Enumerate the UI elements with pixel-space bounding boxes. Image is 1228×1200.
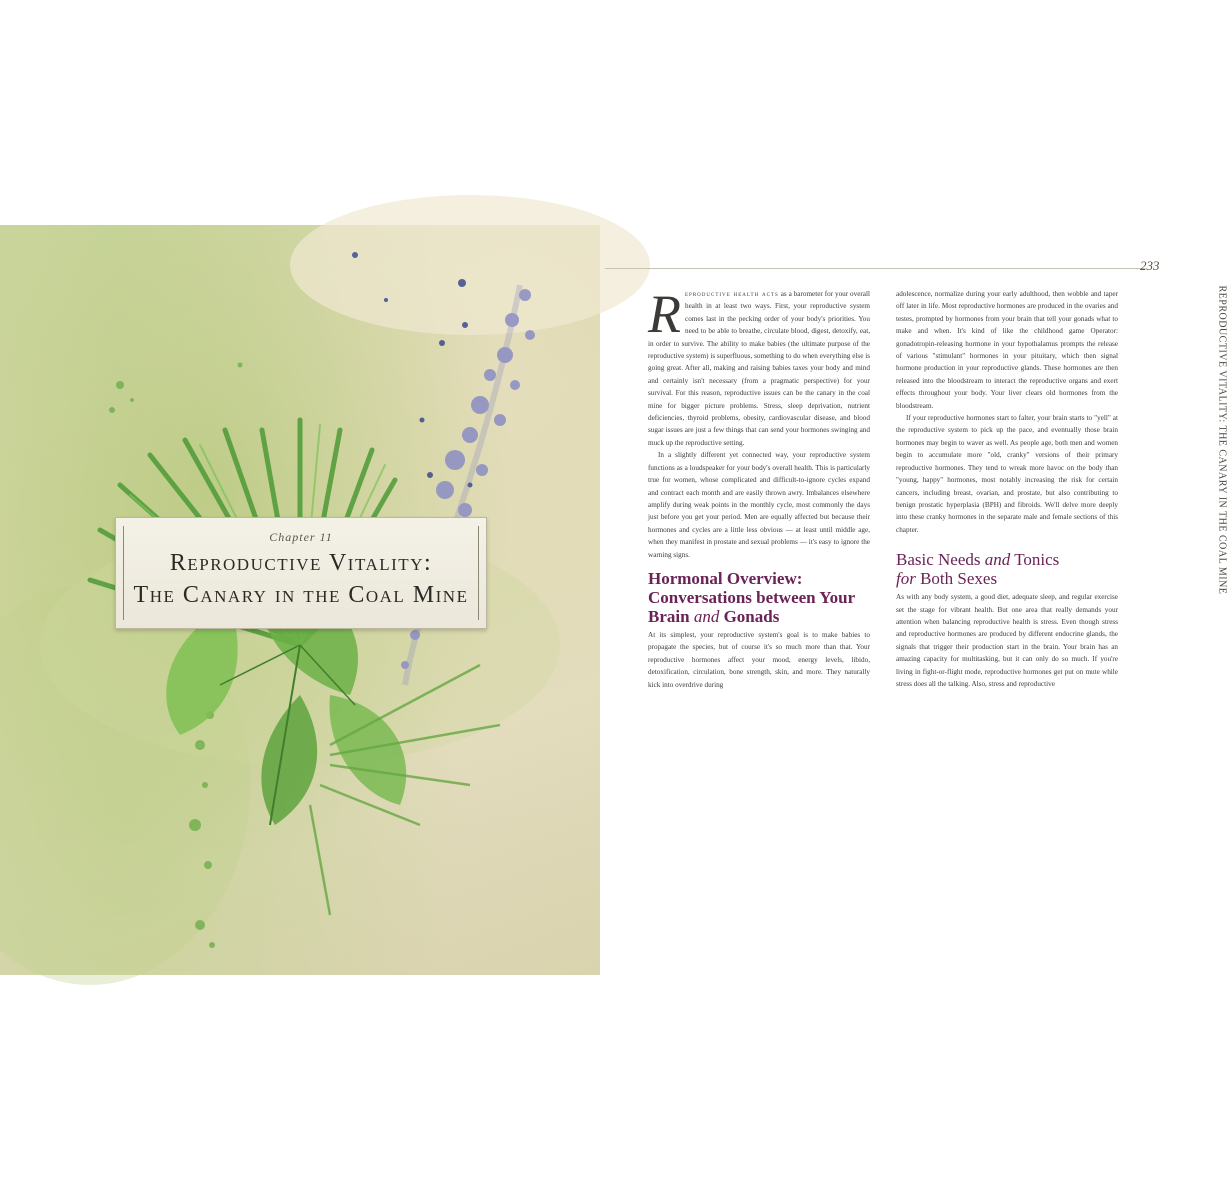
paragraph-text: As with any body system, a good diet, adequate sleep, and regular exercise set the stage for vibrant health. But one area that really demands your attention when balancing reproductive health is stress. Even though stress and reproductive hormones are produced by different endocrine glands, the signals that trigger their production start in the brain. Your brain has an amazing capacity for multitasking, but it can only do so much. If you're living in fight-or-flight mode, reproductive hormones get put on mute while stress does all the talking. Also, stress and reproductive	[896, 593, 1118, 688]
page-number: 233	[1140, 258, 1160, 273]
lead-in-caps: eproductive health acts	[685, 290, 779, 298]
chapter-opener-illustration	[0, 225, 600, 975]
drop-cap: R	[648, 284, 681, 344]
chapter-label: Chapter 11	[269, 530, 333, 544]
chapter-title-card	[115, 517, 487, 629]
text-column-2	[896, 288, 1118, 690]
paragraph-text: adolescence, normalize during your early adulthood, then wobble and taper off later in life. Most reproductive hormones are produced in the ovaries and testes, prompted by hormones from your brain that tell your gonads what to make and when. It's kind of like the childhood game Operator: gonadotropin-releasing hormone in your hypothalamus prompts the release of various "stimulant" hormones in your pituitary, which then signal hormone production in your reproductive glands. These hormones are then released into the bloodstream to interact the reproductive organs and exert effects throughout your body. Your liver clears old hormones from the bloodstream.	[896, 290, 1118, 410]
chapter-title-line1: Reproductive Vitality:	[169, 550, 433, 576]
paragraph-text: as a barometer for your overall health in at least two ways. First, your reproductive system comes last in the pecking order of your body's priorities. You need to be able to breathe, circulate blood, digest, detoxify, eat, in order to survive. The ability to make babies (the ultimate purpose of the reproductive system) is superfluous, something to do when everything else is going great. After all, making and raising babies taxes your body and mind and certainly isn't necessary (from a pragmatic perspective) for your survival. For this reason, reproductive issues can be the canary in the coal mine for bigger picture problems. Stress, sleep deprivation, nutrient deficiencies, thyroid problems, obesity, cardiovascular disease, and blood sugar issues are just a few things that can send your hormones swinging and muck up the reproductive setting.	[648, 290, 870, 447]
header-rule	[605, 268, 1145, 269]
paragraph-text: In a slightly different yet connected way, your reproductive system functions as a loudspeaker for your body's overall health. This is particularly true for women, whose complicated and difficult-to-ignore cycles expand and contract each month and are easily thrown awry. Imbalances elsewhere amplify during weak points in the monthly cycle, most commonly the days just before you get your period. Men are equally affected but because their hormones and cycles are a little less obvious — at least until middle age, when they manifest in prostate and sexual problems — it's easy to ignore the warning signs.	[648, 451, 870, 559]
section-heading-basic-needs: Basic Needs and Tonics for Both Sexes	[896, 550, 1060, 589]
paragraph-text: If your reproductive hormones start to falter, your brain starts to "yell" at the reproductive system to pick up the pace, and eventually those brain hormones may begin to waver as well. As people age, both men and women begin to accumulate more "old, cranky" versions of their primary reproductive hormones. They tend to wreak more havoc on the body than "young, happy" hormones, most notably increasing the risk for certain cancers, including breast, ovarian, and prostate, but also contributing to benign prostatic hyperplasia (BPH) and fibroids. We'll delve more deeply into these cranky hormones in the separate male and female sections of this chapter.	[896, 414, 1118, 534]
opening-paragraph	[648, 284, 870, 449]
running-head: REPRODUCTIVE VITALITY: THE CANARY IN THE COAL MINE	[1216, 285, 1228, 595]
section-heading-hormonal-overview: Hormonal Overview: Conversations between Your Brain and Gonads	[648, 568, 855, 626]
chapter-title-line2: The Canary in the Coal Mine	[133, 582, 469, 608]
text-column-1	[648, 284, 870, 691]
paragraph-text: At its simplest, your reproductive system's goal is to make babies to propagate the species, but of course it's so much more than that. Your reproductive hormones affect your mood, energy levels, libido, detoxification, circulation, bone strength, skin, and more. They naturally kick into overdrive during	[648, 630, 870, 689]
